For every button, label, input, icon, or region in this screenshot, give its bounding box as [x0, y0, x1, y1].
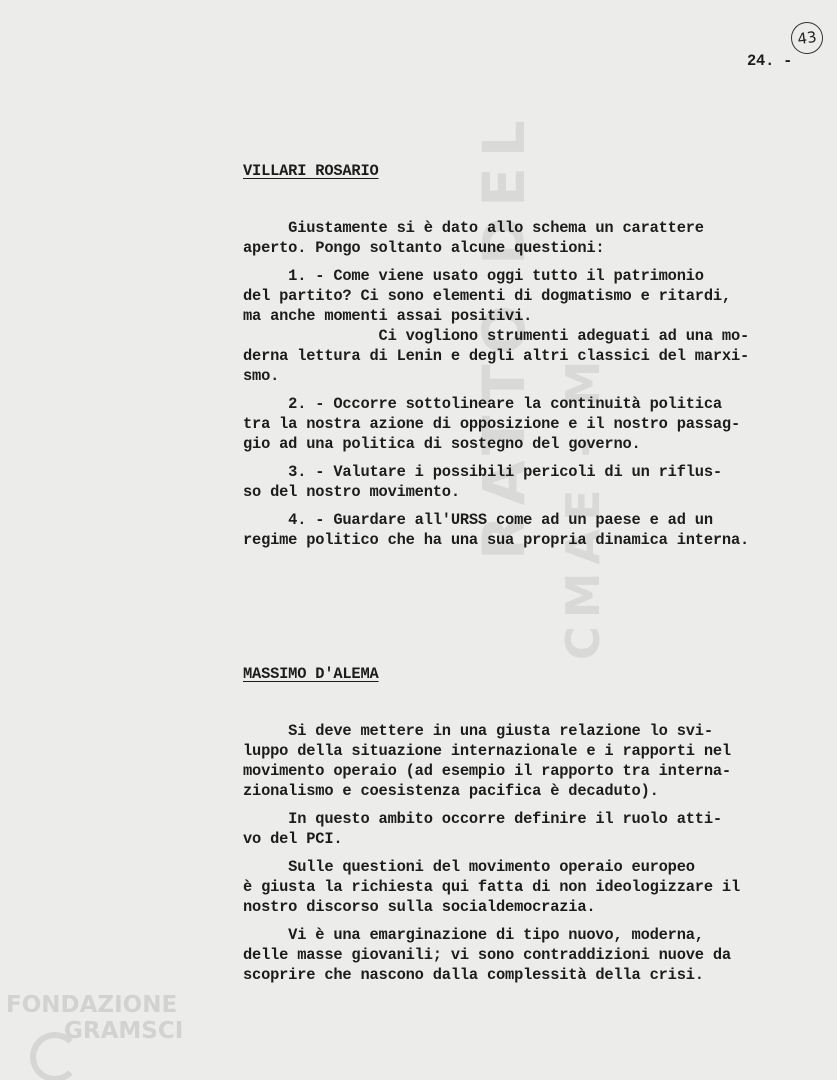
foundation-logo: [6, 992, 183, 1044]
text-line: Giustamente si è dato allo schema un carattere: [243, 219, 704, 237]
text-line: derna lettura di Lenin e degli altri classici del marxi-: [243, 347, 750, 365]
watermark-text: RATTO DEL: [470, 110, 538, 560]
text-line: Si deve mettere in una giusta relazione lo svi-: [243, 722, 713, 740]
text-line: aperto. Pongo soltanto alcune questioni:: [243, 239, 605, 257]
text-line: tra la nostra azione di opposizione e il nostro passag-: [243, 415, 740, 433]
text-line: nostro discorso sulla socialdemocrazia.: [243, 898, 596, 916]
text-line: vo del PCI.: [243, 830, 343, 848]
text-line: Ci vogliono strumenti adeguati ad una mo-: [243, 327, 750, 345]
text-line: luppo della situazione internazionale e i rapporti nel: [243, 742, 731, 760]
text-line: Vi è una emarginazione di tipo nuovo, moderna,: [243, 926, 704, 944]
text-line: del partito? Ci sono elementi di dogmatismo e ritardi,: [243, 287, 731, 305]
archive-number-stamp: 43: [789, 20, 825, 56]
section-heading: MASSIMO D'ALEMA: [243, 665, 379, 683]
text-line: ma anche momenti assai positivi.: [243, 307, 533, 325]
logo-mark-icon: [30, 1032, 80, 1080]
text-line: movimento operaio (ad esempio il rapporto tra interna-: [243, 762, 731, 780]
page-number: 24. -: [747, 52, 793, 70]
logo-text: FONDAZIONE: [6, 992, 178, 1018]
text-line: delle masse giovanili; vi sono contraddizioni nuove da: [243, 946, 731, 964]
text-line: Sulle questioni del movimento operaio europeo: [243, 858, 695, 876]
text-line: 4. - Guardare all'URSS come ad un paese e ad un: [243, 511, 713, 529]
text-line: zionalismo e coesistenza pacifica è decaduto).: [243, 782, 659, 800]
text-line: scoprire che nascono dalla complessità della crisi.: [243, 966, 704, 984]
logo-text: GRAMSCI: [64, 1018, 184, 1044]
text-line: è giusta la richiesta qui fatta di non ideologizzare il: [243, 878, 740, 896]
text-line: 1. - Come viene usato oggi tutto il patrimonio: [243, 267, 704, 285]
text-line: 2. - Occorre sottolineare la continuità politica: [243, 395, 722, 413]
watermark-text: CMAE - M: [556, 352, 610, 660]
text-line: gio ad una politica di sostegno del governo.: [243, 435, 641, 453]
text-line: so del nostro movimento.: [243, 483, 460, 501]
text-line: regime politico che ha una sua propria dinamica interna.: [243, 531, 750, 549]
text-line: smo.: [243, 367, 280, 385]
section-heading: VILLARI ROSARIO: [243, 162, 379, 180]
text-line: 3. - Valutare i possibili pericoli di un riflus-: [243, 463, 722, 481]
text-line: In questo ambito occorre definire il ruolo atti-: [243, 810, 722, 828]
